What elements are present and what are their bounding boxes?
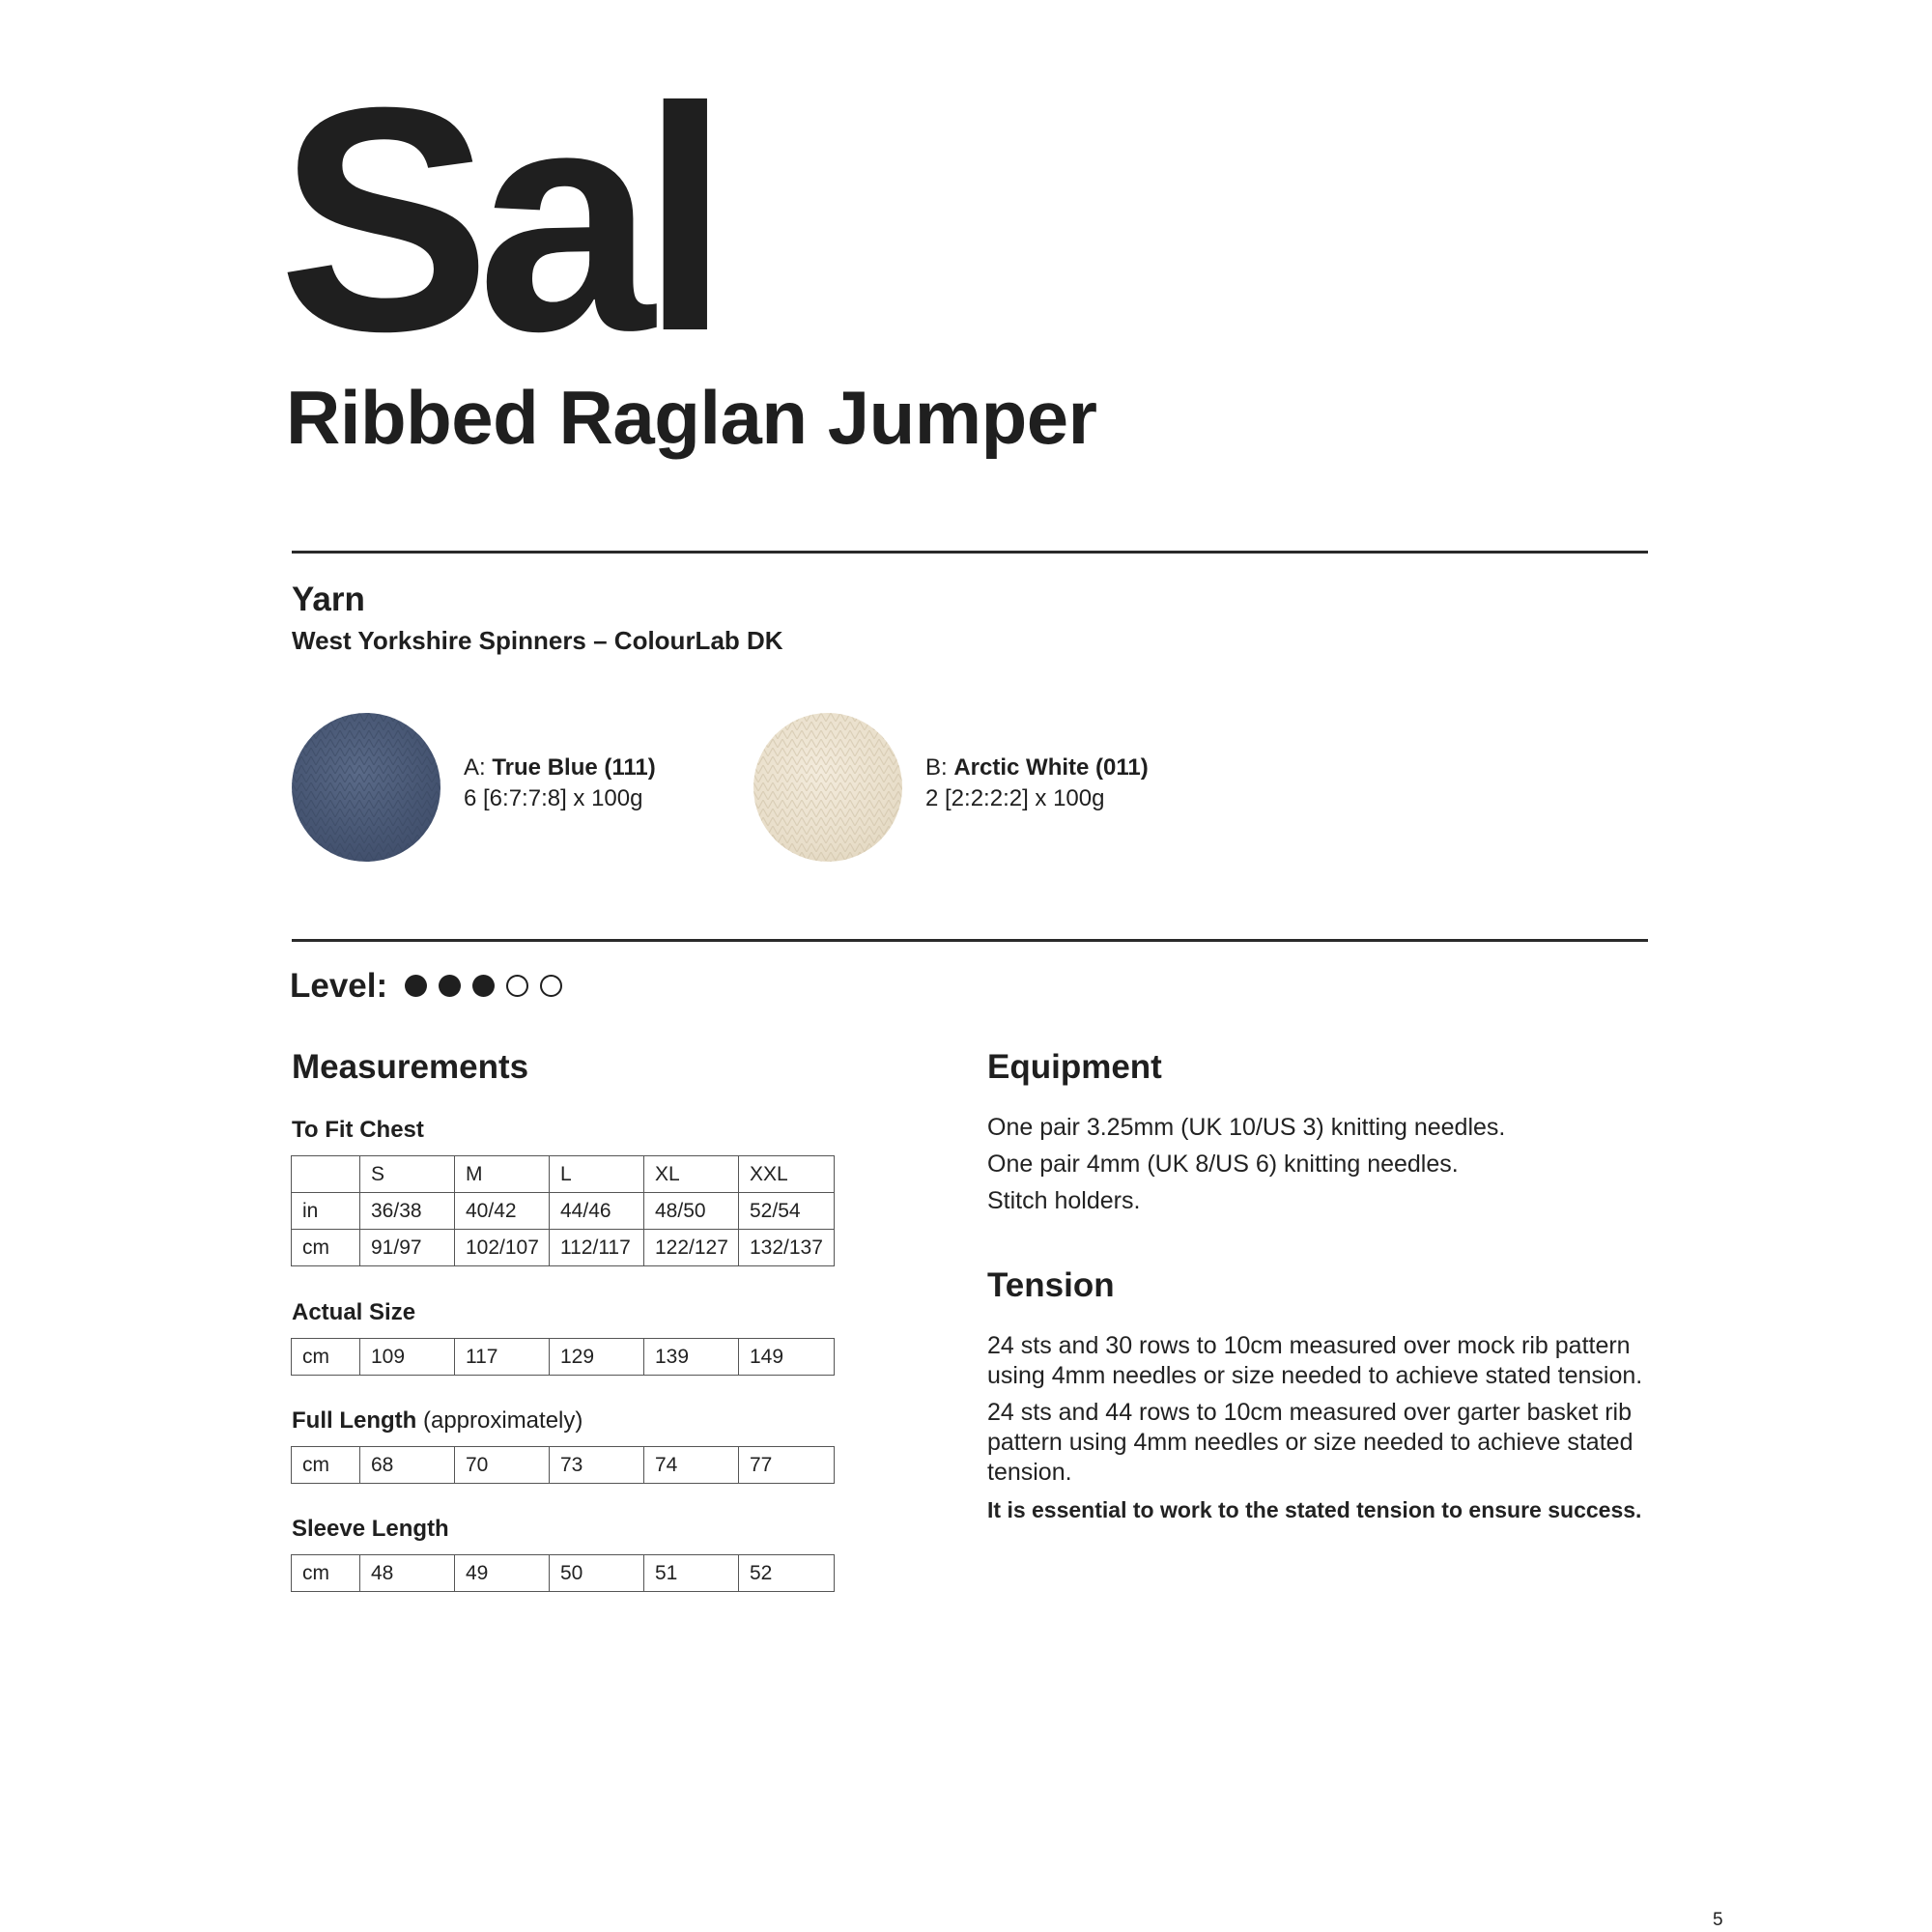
measurements-heading: Measurements <box>292 1048 529 1086</box>
table-cell: 51 <box>644 1555 739 1592</box>
table-cell: 77 <box>739 1447 835 1484</box>
equipment-item: Stitch holders. <box>987 1187 1141 1214</box>
equipment-heading: Equipment <box>987 1048 1162 1086</box>
table-cell: 112/117 <box>550 1230 644 1266</box>
to-fit-chest-heading: To Fit Chest <box>292 1117 424 1143</box>
table-cell: 74 <box>644 1447 739 1484</box>
actual-size-table <box>291 1338 835 1376</box>
table-cell: 44/46 <box>550 1193 644 1230</box>
full-length-heading: Full Length (approximately) <box>292 1407 583 1434</box>
tension-paragraph: 24 sts and 44 rows to 10cm measured over garter basket rib pattern using 4mm needles or size needed to achieve stated tension. <box>987 1399 1634 1486</box>
table-cell: 68 <box>360 1447 455 1484</box>
sleeve-length-table <box>291 1554 835 1592</box>
table-cell: 48 <box>360 1555 455 1592</box>
table-cell: 40/42 <box>455 1193 550 1230</box>
table-cell: cm <box>292 1230 360 1266</box>
table-cell: 132/137 <box>739 1230 835 1266</box>
level-dot-empty <box>540 975 562 997</box>
table-cell: 122/127 <box>644 1230 739 1266</box>
shade-a-label: A: True Blue (111) <box>464 754 656 781</box>
swatch-true-blue <box>292 713 440 862</box>
table-cell: L <box>550 1156 644 1193</box>
table-row <box>292 1447 835 1484</box>
table-cell: cm <box>292 1339 360 1376</box>
divider-middle <box>292 939 1648 942</box>
divider-top <box>292 551 1648 554</box>
shade-b-label: B: Arctic White (011) <box>925 754 1149 781</box>
table-cell: 49 <box>455 1555 550 1592</box>
table-cell: 70 <box>455 1447 550 1484</box>
equipment-list <box>987 1113 1644 1223</box>
table-row <box>292 1339 835 1376</box>
pattern-title: Sal <box>278 41 717 397</box>
page-number: 5 <box>1713 1910 1723 1930</box>
table-row <box>292 1193 835 1230</box>
table-cell: S <box>360 1156 455 1193</box>
table-cell: 109 <box>360 1339 455 1376</box>
actual-size-heading: Actual Size <box>292 1299 416 1325</box>
shade-a-quantity: 6 [6:7:7:8] x 100g <box>464 785 643 811</box>
table-cell: 102/107 <box>455 1230 550 1266</box>
level-dot-filled <box>405 975 427 997</box>
table-cell: cm <box>292 1447 360 1484</box>
sleeve-length-heading: Sleeve Length <box>292 1516 449 1542</box>
shade-b-quantity: 2 [2:2:2:2] x 100g <box>925 785 1105 811</box>
level-dots <box>405 975 574 997</box>
table-cell: XL <box>644 1156 739 1193</box>
tension-heading: Tension <box>987 1266 1115 1304</box>
table-cell: XXL <box>739 1156 835 1193</box>
table-cell: 52 <box>739 1555 835 1592</box>
table-cell: 36/38 <box>360 1193 455 1230</box>
level-dot-empty <box>506 975 528 997</box>
full-length-table <box>291 1446 835 1484</box>
equipment-item: One pair 3.25mm (UK 10/US 3) knitting needles. <box>987 1114 1506 1141</box>
table-cell: 117 <box>455 1339 550 1376</box>
skill-level <box>290 969 574 1003</box>
yarn-heading: Yarn <box>292 581 365 618</box>
table-cell: 91/97 <box>360 1230 455 1266</box>
tension-note: It is essential to work to the stated tension to ensure success. <box>987 1497 1642 1522</box>
table-cell: 129 <box>550 1339 644 1376</box>
yarn-brand: West Yorkshire Spinners – ColourLab DK <box>292 626 783 655</box>
level-label: Level: <box>290 967 388 1005</box>
tension-paragraph: 24 sts and 30 rows to 10cm measured over mock rib pattern using 4mm needles or size needed to achieve stated tension. <box>987 1332 1643 1389</box>
table-cell: 52/54 <box>739 1193 835 1230</box>
table-cell: 139 <box>644 1339 739 1376</box>
equipment-item: One pair 4mm (UK 8/US 6) knitting needles. <box>987 1151 1459 1178</box>
table-cell: 73 <box>550 1447 644 1484</box>
table-cell: 50 <box>550 1555 644 1592</box>
pattern-subtitle: Ribbed Raglan Jumper <box>286 375 1097 460</box>
to-fit-chest-table <box>291 1155 835 1266</box>
table-cell <box>292 1156 360 1193</box>
table-cell: 149 <box>739 1339 835 1376</box>
table-row <box>292 1555 835 1592</box>
table-cell: in <box>292 1193 360 1230</box>
table-row <box>292 1230 835 1266</box>
level-dot-filled <box>472 975 495 997</box>
table-cell: cm <box>292 1555 360 1592</box>
table-row <box>292 1156 835 1193</box>
swatch-arctic-white <box>753 713 902 862</box>
level-dot-filled <box>439 975 461 997</box>
tension-text <box>987 1331 1644 1521</box>
table-cell: M <box>455 1156 550 1193</box>
table-cell: 48/50 <box>644 1193 739 1230</box>
